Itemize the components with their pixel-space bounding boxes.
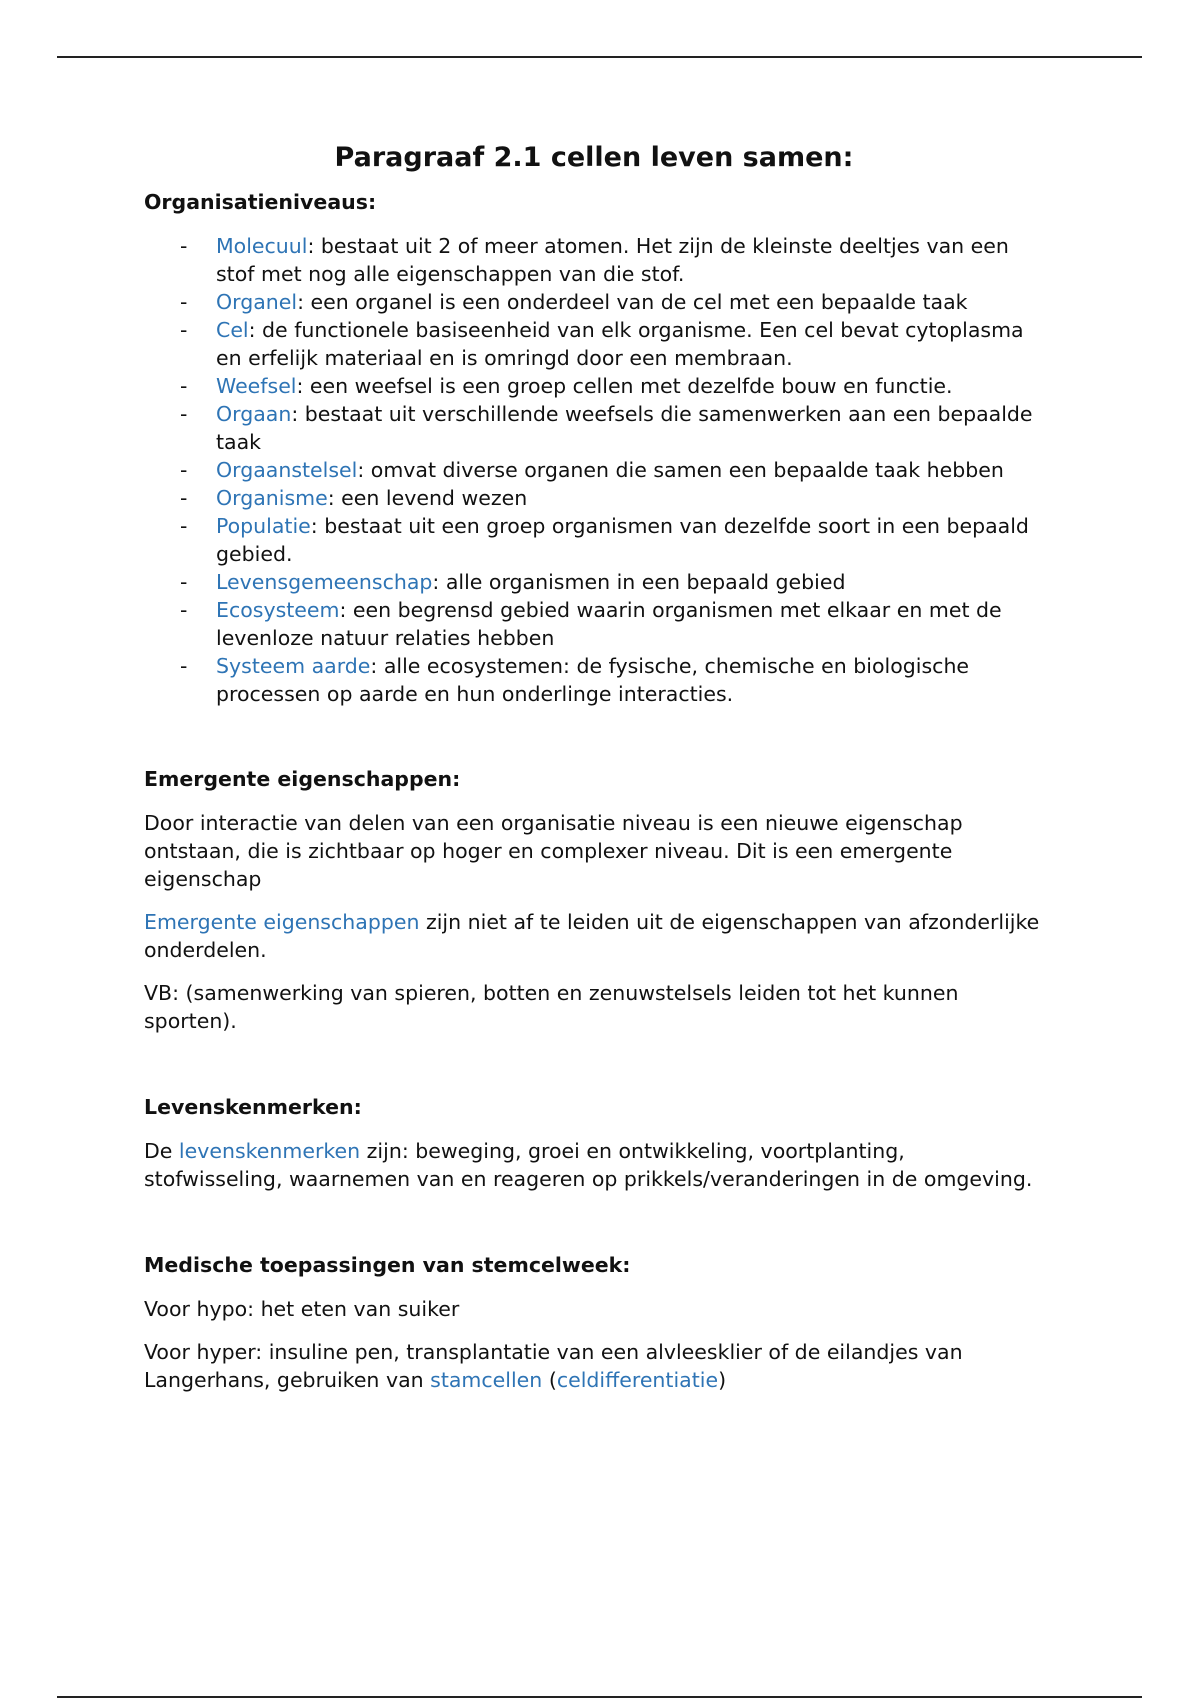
bullet-dash: - bbox=[180, 598, 188, 622]
term-link[interactable]: levenskenmerken bbox=[178, 1139, 361, 1163]
paragraph: VB: (samenwerking van spieren, botten en zenuwstelsels leiden tot het kunnen sporten). bbox=[144, 981, 959, 1033]
list-item bbox=[144, 288, 1044, 316]
term-definition: : omvat diverse organen die samen een bepaalde taak hebben bbox=[357, 458, 1004, 482]
top-rule bbox=[57, 56, 1142, 58]
term-link[interactable]: stamcellen bbox=[430, 1368, 543, 1392]
list-item bbox=[144, 596, 1044, 652]
section-heading: Emergente eigenschappen: bbox=[144, 767, 461, 791]
term-link[interactable]: Levensgemeenschap bbox=[216, 570, 433, 594]
term-definition: : een begrensd gebied waarin organismen met elkaar en met de levenloze natuur relaties hebben bbox=[216, 598, 1002, 650]
paragraph bbox=[144, 1137, 1044, 1193]
paragraph-text: De bbox=[144, 1139, 179, 1163]
term-link[interactable]: Weefsel bbox=[216, 374, 297, 398]
section-heading: Medische toepassingen van stemcelweek: bbox=[144, 1253, 631, 1277]
list-item bbox=[144, 372, 1044, 400]
term-definition: : de functionele basiseenheid van elk organisme. Een cel bevat cytoplasma en erfelijk materiaal en is omringd door een membraan. bbox=[216, 318, 1024, 370]
section-emergente-eigenschappen bbox=[144, 765, 1044, 1035]
term-definition: : bestaat uit een groep organismen van dezelfde soort in een bepaald gebied. bbox=[216, 514, 1029, 566]
bullet-dash: - bbox=[180, 570, 188, 594]
bullet-dash: - bbox=[180, 654, 188, 678]
term-definition: : een levend wezen bbox=[327, 486, 528, 510]
term-definition: : alle ecosystemen: de fysische, chemische en biologische processen op aarde en hun onderlinge interacties. bbox=[216, 654, 970, 706]
bullet-dash: - bbox=[180, 514, 188, 538]
list-item bbox=[144, 316, 1044, 372]
paragraph-text: zijn niet af te leiden uit de eigenschappen van afzonderlijke onderdelen. bbox=[144, 910, 1040, 962]
term-definition: : een organel is een onderdeel van de cel met een bepaalde taak bbox=[297, 290, 968, 314]
term-link[interactable]: Molecuul bbox=[216, 234, 308, 258]
section-heading: Levenskenmerken: bbox=[144, 1095, 362, 1119]
paragraph-text: Voor hyper: insuline pen, transplantatie van een alvleesklier of de eilandjes van Langerhans, gebruiken van bbox=[144, 1340, 963, 1392]
term-link[interactable]: Orgaan bbox=[216, 402, 292, 426]
term-link[interactable]: celdifferentiatie bbox=[556, 1368, 719, 1392]
term-link[interactable]: Emergente eigenschappen bbox=[144, 910, 420, 934]
list-item bbox=[144, 512, 1044, 568]
paragraph-text: zijn: beweging, groei en ontwikkeling, voortplanting, stofwisseling, waarnemen van en reageren op prikkels/veranderingen in de omgeving. bbox=[144, 1139, 1033, 1191]
document-body bbox=[144, 140, 1044, 1394]
list-item bbox=[144, 484, 1044, 512]
term-link[interactable]: Organel bbox=[216, 290, 298, 314]
list-item bbox=[144, 456, 1044, 484]
term-link[interactable]: Cel bbox=[216, 318, 249, 342]
term-link[interactable]: Ecosysteem bbox=[216, 598, 340, 622]
term-link[interactable]: Systeem aarde bbox=[216, 654, 371, 678]
section-organisatieniveaus bbox=[144, 188, 1044, 708]
bullet-dash: - bbox=[180, 290, 188, 314]
term-definition: : een weefsel is een groep cellen met dezelfde bouw en functie. bbox=[296, 374, 953, 398]
paragraph-text: ( bbox=[542, 1368, 557, 1392]
paragraph: Voor hypo: het eten van suiker bbox=[144, 1297, 460, 1321]
bullet-dash: - bbox=[180, 318, 188, 342]
section-heading: Organisatieniveaus: bbox=[144, 190, 377, 214]
bullet-dash: - bbox=[180, 458, 188, 482]
page-title: Paragraaf 2.1 cellen leven samen: bbox=[334, 142, 854, 173]
bullet-dash: - bbox=[180, 486, 188, 510]
paragraph-text: ) bbox=[718, 1368, 727, 1392]
term-list bbox=[144, 232, 1044, 708]
term-link[interactable]: Populatie bbox=[216, 514, 311, 538]
term-definition: : bestaat uit 2 of meer atomen. Het zijn de kleinste deeltjes van een stof met nog alle eigenschappen van die stof. bbox=[216, 234, 1009, 286]
bottom-rule bbox=[57, 1696, 1142, 1698]
term-link[interactable]: Orgaanstelsel bbox=[216, 458, 358, 482]
section-levenskenmerken bbox=[144, 1093, 1044, 1193]
section-medische-toepassingen bbox=[144, 1251, 1044, 1394]
term-definition: : bestaat uit verschillende weefsels die samenwerken aan een bepaalde taak bbox=[216, 402, 1033, 454]
paragraph bbox=[144, 908, 1044, 964]
paragraph: Door interactie van delen van een organisatie niveau is een nieuwe eigenschap ontstaan, die is zichtbaar op hoger en complexer niveau. Dit is een emergente eigenschap bbox=[144, 811, 963, 891]
bullet-dash: - bbox=[180, 234, 188, 258]
list-item bbox=[144, 568, 1044, 596]
bullet-dash: - bbox=[180, 374, 188, 398]
bullet-dash: - bbox=[180, 402, 188, 426]
term-definition: : alle organismen in een bepaald gebied bbox=[432, 570, 846, 594]
term-link[interactable]: Organisme bbox=[216, 486, 328, 510]
list-item bbox=[144, 400, 1044, 456]
list-item bbox=[144, 232, 1044, 288]
paragraph bbox=[144, 1338, 1044, 1394]
list-item bbox=[144, 652, 1044, 708]
